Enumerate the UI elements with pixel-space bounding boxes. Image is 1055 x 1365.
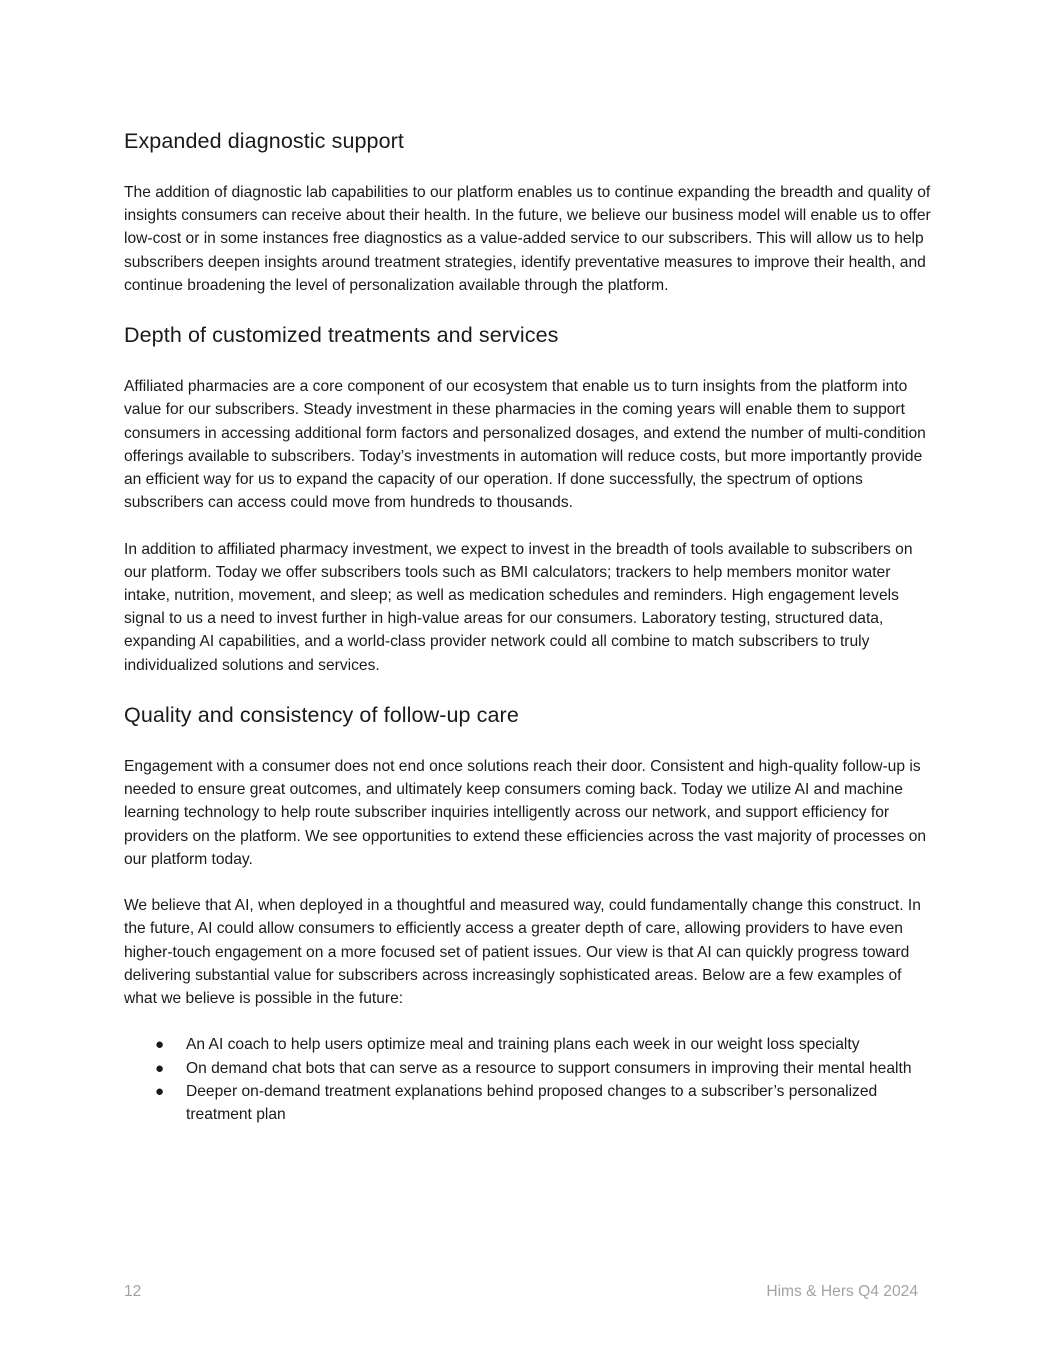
list-item-text: On demand chat bots that can serve as a resource to support consumers in improving their mental health: [186, 1059, 912, 1077]
document-page: [124, 126, 936, 1126]
paragraph: Engagement with a consumer does not end once solutions reach their door. Consistent and high-quality follow-up is needed to ensure great outcomes, and ultimately keep consumers coming back. Today we utilize AI and machine learning technology to help route subscriber inquiries intelligently across our network, and support efficiency for providers on the platform. We see opportunities to extend these efficiencies across the vast majority of processes on our platform today.: [124, 758, 927, 868]
page-number: 12: [124, 1283, 142, 1300]
list-item: [155, 1080, 936, 1126]
section-heading: Expanded diagnostic support: [124, 129, 405, 153]
bullet-icon: ●: [155, 1036, 165, 1054]
bullet-list: [124, 1033, 936, 1126]
list-item-text: Deeper on-demand treatment explanations behind proposed changes to a subscriber’s personalized treatment plan: [186, 1082, 878, 1124]
bullet-icon: ●: [155, 1059, 165, 1077]
paragraph: The addition of diagnostic lab capabilities to our platform enables us to continue expanding the breadth and quality of insights consumers can receive about their health. In the future, we believe our business model will enable us to offer low-cost or in some instances free diagnostics as a value-added service to our subscribers. This will allow us to help subscribers deepen insights around treatment strategies, identify preventative measures to improve their health, and continue broadening the level of personalization available through the platform.: [124, 184, 931, 294]
bullet-icon: ●: [155, 1082, 165, 1100]
list-item: [155, 1057, 936, 1080]
list-item: [155, 1033, 936, 1056]
paragraph: Affiliated pharmacies are a core component of our ecosystem that enable us to turn insights from the platform into value for our subscribers. Steady investment in these pharmacies in the coming years will enable them to support consumers in accessing additional form factors and personalized dosages, and extend the number of multi-condition offerings available to subscribers. Today’s investments in automation will reduce costs, but more importantly provide an efficient way for us to expand the capacity of our operation. If done successfully, the spectrum of options subscribers can access could move from hundreds to thousands.: [124, 378, 926, 512]
section-heading: Depth of customized treatments and services: [124, 323, 559, 348]
section-expanded-diagnostic-support: [124, 126, 936, 297]
paragraph: We believe that AI, when deployed in a thoughtful and measured way, could fundamentally change this construct. In the future, AI could allow consumers to efficiently access a greater depth of care, allowing providers to have even higher-touch engagement on a more focused set of patient issues. Our view is that AI can quickly progress toward delivering substantial value for subscribers across increasingly sophisticated areas. Below are a few examples of what we believe is possible in the future:: [124, 897, 921, 1008]
list-item-text: An AI coach to help users optimize meal and training plans each week in our weight loss specialty: [186, 1036, 860, 1054]
section-follow-up-care: [124, 700, 936, 1126]
section-heading: Quality and consistency of follow-up care: [124, 703, 519, 728]
section-depth-of-customized-treatments: [124, 320, 936, 677]
document-label: Hims & Hers Q4 2024: [766, 1283, 918, 1300]
paragraph: In addition to affiliated pharmacy investment, we expect to invest in the breadth of tools available to subscribers on our platform. Today we offer subscribers tools such as BMI calculators; trackers to help members monitor water intake, nutrition, movement, and sleep; as well as medication schedules and reminders. High engagement levels signal to us a need to invest further in high-value areas for our consumers. Laboratory testing, structured data, expanding AI capabilities, and a world-class provider network could all combine to match subscribers to truly individualized solutions and services.: [124, 540, 913, 674]
